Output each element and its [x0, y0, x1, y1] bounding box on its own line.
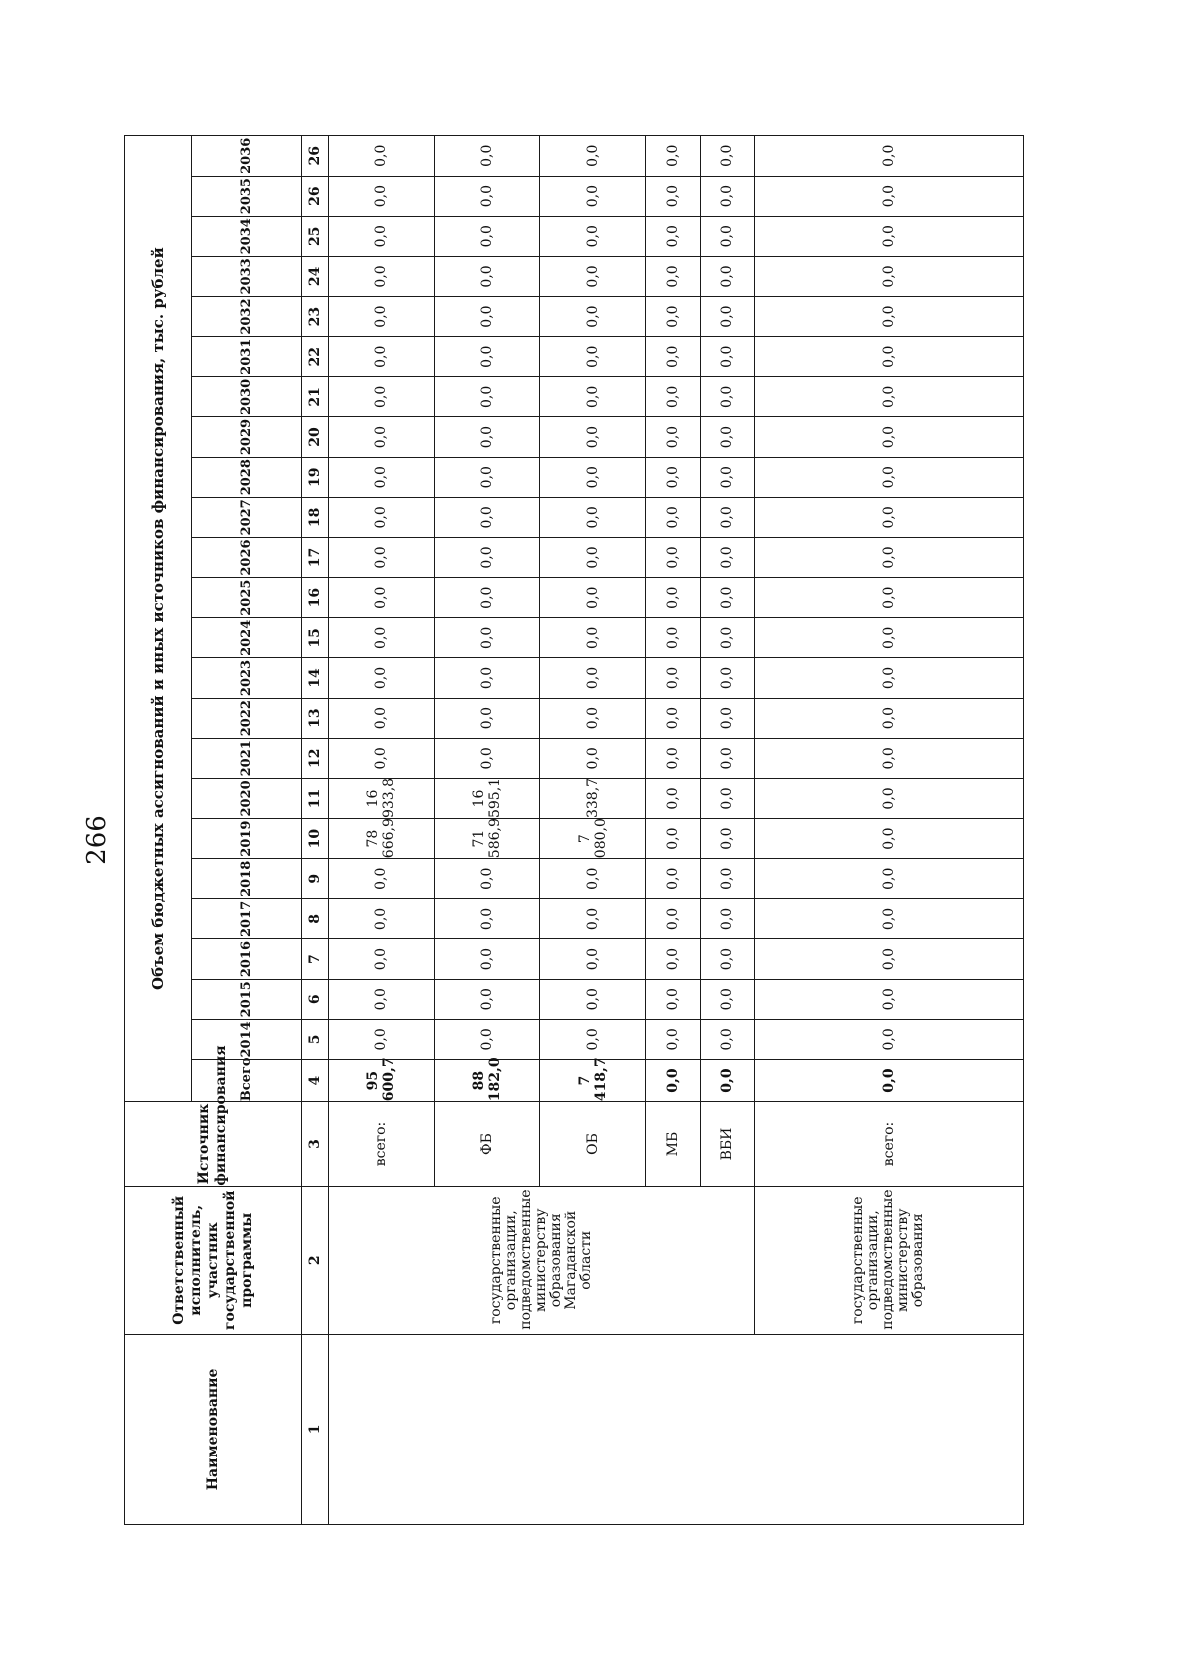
value-cell: 0,0	[700, 176, 754, 216]
value-cell: 78 666,9	[329, 819, 435, 859]
total-cell: 0,0	[700, 1059, 754, 1101]
value-cell: 0,0	[434, 618, 540, 658]
value-cell: 0,0	[754, 618, 1023, 658]
value-cell: 0,0	[754, 377, 1023, 417]
value-cell: 0,0	[540, 578, 646, 618]
value-cell: 0,0	[646, 377, 700, 417]
column-number: 8	[302, 899, 329, 939]
value-cell: 0,0	[540, 297, 646, 337]
value-cell: 0,0	[540, 939, 646, 979]
value-cell: 0,0	[754, 658, 1023, 698]
value-cell: 0,0	[434, 537, 540, 577]
value-cell: 0,0	[646, 899, 700, 939]
table-row	[329, 136, 435, 1525]
column-number: 24	[302, 256, 329, 296]
value-cell: 0,0	[754, 537, 1023, 577]
value-cell: 0,0	[646, 819, 700, 859]
column-number: 23	[302, 297, 329, 337]
value-cell: 0,0	[700, 457, 754, 497]
value-cell: 0,0	[540, 537, 646, 577]
total-cell: 0,0	[754, 1059, 1023, 1101]
value-cell: 0,0	[329, 658, 435, 698]
column-number: 2	[302, 1186, 329, 1334]
value-cell: 338,7	[540, 778, 646, 818]
table-row	[754, 136, 1023, 1525]
column-number: 19	[302, 457, 329, 497]
value-cell: 0,0	[700, 216, 754, 256]
column-number: 10	[302, 819, 329, 859]
value-cell: 0,0	[434, 136, 540, 177]
total-cell: 88 182,0	[434, 1059, 540, 1101]
value-cell: 0,0	[434, 698, 540, 738]
value-cell: 0,0	[540, 618, 646, 658]
column-number: 14	[302, 658, 329, 698]
table-body	[329, 136, 1024, 1525]
column-number: 21	[302, 377, 329, 417]
header-year: 2031	[192, 337, 302, 377]
column-number: 15	[302, 618, 329, 658]
value-cell: 0,0	[434, 297, 540, 337]
value-cell: 0,0	[540, 1019, 646, 1059]
value-cell: 0,0	[329, 698, 435, 738]
value-cell: 0,0	[646, 176, 700, 216]
page-number: 266	[82, 815, 112, 865]
value-cell: 0,0	[329, 377, 435, 417]
value-cell: 0,0	[329, 537, 435, 577]
value-cell: 0,0	[434, 1019, 540, 1059]
header-total: Всего	[192, 1059, 302, 1101]
value-cell: 0,0	[434, 377, 540, 417]
source-cell: ФБ	[434, 1102, 540, 1187]
value-cell: 0,0	[434, 497, 540, 537]
value-cell: 0,0	[700, 377, 754, 417]
value-cell: 0,0	[700, 859, 754, 899]
value-cell: 0,0	[434, 578, 540, 618]
value-cell: 0,0	[754, 136, 1023, 177]
value-cell: 0,0	[434, 337, 540, 377]
value-cell: 0,0	[646, 297, 700, 337]
value-cell: 0,0	[329, 1019, 435, 1059]
header-name: Наименование	[125, 1334, 302, 1524]
value-cell: 0,0	[329, 979, 435, 1019]
value-cell: 71 586,9	[434, 819, 540, 859]
value-cell: 0,0	[329, 578, 435, 618]
value-cell: 0,0	[700, 297, 754, 337]
value-cell: 0,0	[646, 738, 700, 778]
value-cell: 0,0	[754, 216, 1023, 256]
value-cell: 0,0	[646, 337, 700, 377]
value-cell: 0,0	[754, 939, 1023, 979]
header-year: 2028	[192, 457, 302, 497]
header-year: 2030	[192, 377, 302, 417]
source-cell: ОБ	[540, 1102, 646, 1187]
value-cell: 0,0	[434, 457, 540, 497]
value-cell: 0,0	[646, 256, 700, 296]
column-number: 13	[302, 698, 329, 738]
value-cell: 0,0	[700, 256, 754, 296]
column-number-row	[302, 136, 329, 1525]
source-cell: МБ	[646, 1102, 700, 1187]
value-cell: 0,0	[646, 698, 700, 738]
source-cell: всего:	[754, 1102, 1023, 1187]
value-cell: 16 595,1	[434, 778, 540, 818]
value-cell: 0,0	[434, 899, 540, 939]
column-number: 18	[302, 497, 329, 537]
value-cell: 0,0	[540, 337, 646, 377]
value-cell: 0,0	[540, 256, 646, 296]
column-number: 20	[302, 417, 329, 457]
value-cell: 0,0	[700, 979, 754, 1019]
value-cell: 0,0	[646, 979, 700, 1019]
column-number: 25	[302, 216, 329, 256]
value-cell: 0,0	[646, 658, 700, 698]
column-number: 4	[302, 1059, 329, 1101]
value-cell: 0,0	[700, 819, 754, 859]
value-cell: 0,0	[754, 297, 1023, 337]
value-cell: 0,0	[540, 457, 646, 497]
value-cell: 0,0	[540, 979, 646, 1019]
column-number: 3	[302, 1102, 329, 1187]
value-cell: 0,0	[646, 537, 700, 577]
value-cell: 0,0	[700, 698, 754, 738]
value-cell: 0,0	[329, 939, 435, 979]
value-cell: 0,0	[646, 939, 700, 979]
value-cell: 0,0	[329, 136, 435, 177]
value-cell: 0,0	[540, 176, 646, 216]
value-cell: 0,0	[329, 417, 435, 457]
value-cell: 0,0	[646, 778, 700, 818]
value-cell: 0,0	[540, 417, 646, 457]
column-number: 9	[302, 859, 329, 899]
value-cell: 16 933,8	[329, 778, 435, 818]
header-year: 2018	[192, 859, 302, 899]
value-cell: 0,0	[754, 698, 1023, 738]
header-executor: Ответственный исполнитель, участник государственной программы	[125, 1186, 302, 1334]
value-cell: 0,0	[540, 216, 646, 256]
value-cell: 0,0	[754, 256, 1023, 296]
value-cell: 0,0	[700, 1019, 754, 1059]
source-cell: всего:	[329, 1102, 435, 1187]
header-year: 2023	[192, 658, 302, 698]
value-cell: 0,0	[700, 658, 754, 698]
value-cell: 0,0	[434, 417, 540, 457]
column-number: 17	[302, 537, 329, 577]
value-cell: 0,0	[700, 939, 754, 979]
column-number: 26	[302, 136, 329, 177]
value-cell: 0,0	[700, 899, 754, 939]
value-cell: 0,0	[646, 216, 700, 256]
value-cell: 0,0	[329, 337, 435, 377]
column-number: 12	[302, 738, 329, 778]
header-row-1	[125, 136, 192, 1525]
column-number: 26	[302, 176, 329, 216]
value-cell: 0,0	[646, 136, 700, 177]
rotated-table-container	[124, 135, 1024, 1525]
value-cell: 0,0	[754, 176, 1023, 216]
column-number: 22	[302, 337, 329, 377]
value-cell: 0,0	[434, 979, 540, 1019]
value-cell: 0,0	[434, 859, 540, 899]
value-cell: 0,0	[754, 578, 1023, 618]
header-year: 2015	[192, 979, 302, 1019]
value-cell: 0,0	[700, 537, 754, 577]
header-budget-title: Объем бюджетных ассигнований и иных источников финансирования, тыс. рублей	[125, 136, 192, 1102]
value-cell: 0,0	[329, 497, 435, 537]
value-cell: 0,0	[754, 457, 1023, 497]
header-source: Источник финансирования	[125, 1102, 302, 1187]
column-number: 1	[302, 1334, 329, 1524]
header-year: 2032	[192, 297, 302, 337]
total-cell: 95 600,7	[329, 1059, 435, 1101]
column-number: 6	[302, 979, 329, 1019]
header-year: 2029	[192, 417, 302, 457]
value-cell: 0,0	[540, 698, 646, 738]
value-cell: 0,0	[329, 738, 435, 778]
value-cell: 0,0	[329, 618, 435, 658]
value-cell: 0,0	[329, 256, 435, 296]
header-year: 2016	[192, 939, 302, 979]
value-cell: 0,0	[646, 578, 700, 618]
value-cell: 0,0	[540, 497, 646, 537]
header-year: 2033	[192, 256, 302, 296]
value-cell: 0,0	[434, 939, 540, 979]
value-cell: 0,0	[329, 176, 435, 216]
value-cell: 0,0	[540, 136, 646, 177]
value-cell: 0,0	[754, 979, 1023, 1019]
header-year: 2025	[192, 578, 302, 618]
column-number: 5	[302, 1019, 329, 1059]
source-cell: ВБИ	[700, 1102, 754, 1187]
header-year: 2022	[192, 698, 302, 738]
header-year: 2021	[192, 738, 302, 778]
header-year: 2017	[192, 899, 302, 939]
executor-cell: государственные организации, подведомственные министерству образования Магаданской области	[329, 1186, 755, 1334]
value-cell: 0,0	[646, 497, 700, 537]
header-year: 2027	[192, 497, 302, 537]
value-cell: 0,0	[329, 297, 435, 337]
value-cell: 0,0	[434, 658, 540, 698]
executor-cell: государственные организации, подведомственные министерству образования	[754, 1186, 1023, 1334]
name-cell	[329, 1334, 1024, 1524]
value-cell: 0,0	[700, 618, 754, 658]
value-cell: 0,0	[754, 1019, 1023, 1059]
value-cell: 0,0	[700, 738, 754, 778]
value-cell: 0,0	[754, 778, 1023, 818]
value-cell: 0,0	[434, 216, 540, 256]
value-cell: 0,0	[540, 738, 646, 778]
value-cell: 0,0	[700, 136, 754, 177]
value-cell: 0,0	[540, 899, 646, 939]
header-year: 2034	[192, 216, 302, 256]
value-cell: 0,0	[700, 497, 754, 537]
value-cell: 0,0	[754, 417, 1023, 457]
value-cell: 0,0	[646, 1019, 700, 1059]
budget-table	[124, 135, 1024, 1525]
value-cell: 0,0	[754, 859, 1023, 899]
value-cell: 0,0	[754, 337, 1023, 377]
header-year: 2036	[192, 136, 302, 177]
column-number: 7	[302, 939, 329, 979]
column-number: 11	[302, 778, 329, 818]
value-cell: 0,0	[700, 417, 754, 457]
value-cell: 0,0	[329, 859, 435, 899]
value-cell: 0,0	[434, 256, 540, 296]
column-number: 16	[302, 578, 329, 618]
value-cell: 0,0	[754, 738, 1023, 778]
header-year: 2035	[192, 176, 302, 216]
value-cell: 0,0	[646, 457, 700, 497]
value-cell: 0,0	[700, 578, 754, 618]
value-cell: 0,0	[646, 859, 700, 899]
value-cell: 0,0	[646, 417, 700, 457]
total-cell: 7 418,7	[540, 1059, 646, 1101]
value-cell: 0,0	[754, 819, 1023, 859]
value-cell: 0,0	[754, 899, 1023, 939]
value-cell: 0,0	[540, 859, 646, 899]
value-cell: 0,0	[329, 457, 435, 497]
value-cell: 0,0	[329, 899, 435, 939]
value-cell: 0,0	[700, 337, 754, 377]
value-cell: 0,0	[540, 658, 646, 698]
header-year: 2020	[192, 778, 302, 818]
header-year: 2019	[192, 819, 302, 859]
total-cell: 0,0	[646, 1059, 700, 1101]
header-year: 2014	[192, 1019, 302, 1059]
header-year: 2024	[192, 618, 302, 658]
value-cell: 0,0	[540, 377, 646, 417]
value-cell: 0,0	[646, 618, 700, 658]
value-cell: 0,0	[434, 176, 540, 216]
value-cell: 7 080,0	[540, 819, 646, 859]
value-cell: 0,0	[700, 778, 754, 818]
header-year: 2026	[192, 537, 302, 577]
value-cell: 0,0	[329, 216, 435, 256]
value-cell: 0,0	[434, 738, 540, 778]
value-cell: 0,0	[754, 497, 1023, 537]
